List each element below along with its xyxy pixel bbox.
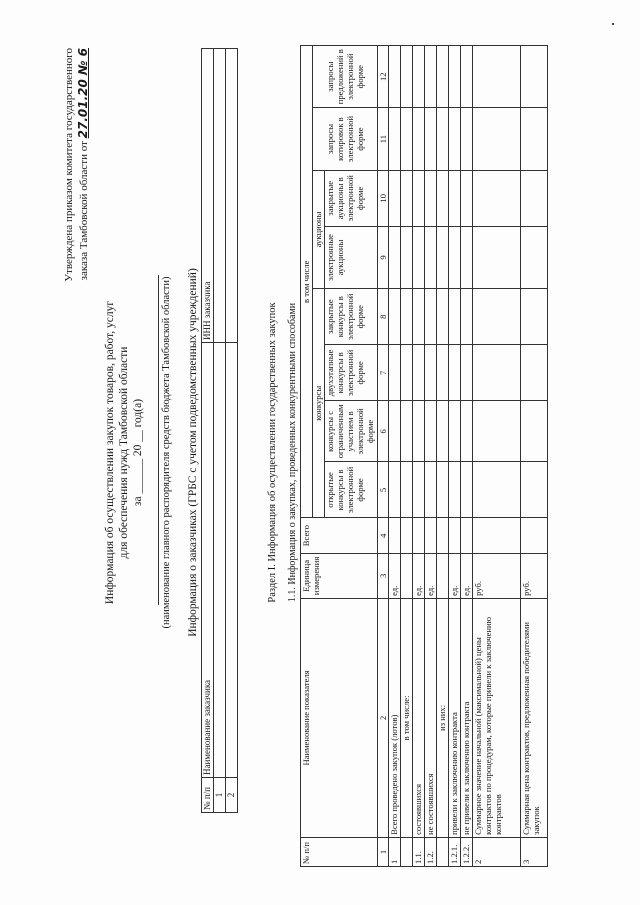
h-total: Всего <box>301 518 378 553</box>
table-row <box>401 46 413 867</box>
value-cell <box>461 108 473 170</box>
h-indicator: Наименование показателя <box>301 598 378 837</box>
value-cell <box>437 401 449 462</box>
approval-line-1: Утверждена приказом комитета государственного <box>63 48 75 282</box>
customers-row-1-inn <box>214 49 226 343</box>
h-col-11: запросы котировок в электронной форме <box>313 108 378 170</box>
value-cell <box>425 401 437 462</box>
colnum-2: 2 <box>378 598 389 837</box>
value-cell <box>449 345 461 401</box>
grbs-caption: (наименование главного распорядителя средств бюджета Тамбовской области) <box>161 276 172 629</box>
order-number: 27.01.20 № 6 <box>76 48 90 139</box>
approval-note <box>62 48 91 282</box>
value-cell <box>473 46 521 108</box>
heading-line-1: Информация об осуществлении закупок товаров, работ, услуг <box>104 300 116 605</box>
customers-col-num: № п/п <box>202 778 214 813</box>
table-row <box>461 46 473 867</box>
h-col-5: открытые конкурсы в электронной форме <box>325 462 378 518</box>
value-cell <box>425 46 437 108</box>
value-cell <box>437 462 449 518</box>
grbs-line <box>158 275 159 605</box>
colnum-1: 1 <box>378 837 389 866</box>
value-cell <box>449 289 461 345</box>
colnum-4: 4 <box>378 518 389 553</box>
value-cell <box>401 462 413 518</box>
row-name: Всего проведено закупок (лотов) <box>389 598 401 837</box>
h-col-9: электронные аукционы <box>325 226 378 288</box>
value-cell <box>521 170 548 226</box>
value-cell <box>425 226 437 288</box>
row-unit: руб. <box>521 553 548 598</box>
subsection-title: 1.1. Информация о закупках, проведенных конкурентными способами <box>287 302 298 603</box>
indicator-rows <box>389 46 548 867</box>
value-cell <box>389 289 401 345</box>
customers-row-2-inn <box>226 49 238 343</box>
colnum-10: 10 <box>378 170 389 226</box>
value-cell <box>425 108 437 170</box>
value-cell <box>425 345 437 401</box>
value-cell <box>521 46 548 108</box>
value-cell <box>413 401 425 462</box>
value-cell <box>437 518 449 553</box>
value-cell <box>521 518 548 553</box>
h-col-10: закрытые аукционы в электронной форме <box>325 170 378 226</box>
value-cell <box>521 108 548 170</box>
value-cell <box>461 345 473 401</box>
customers-row-2-name <box>226 343 238 778</box>
value-cell <box>461 170 473 226</box>
value-cell <box>521 289 548 345</box>
value-cell <box>449 226 461 288</box>
value-cell <box>437 289 449 345</box>
table-row <box>389 46 401 867</box>
value-cell <box>449 462 461 518</box>
value-cell <box>437 170 449 226</box>
heading-line-2: для обеспечения нужд Тамбовской области <box>118 346 130 559</box>
customers-caption: Информация о заказчиках (ГРБС с учетом подведомственных учреждений) <box>187 268 199 637</box>
h-contests: конкурсы <box>313 289 325 518</box>
row-unit: ед. <box>461 553 473 598</box>
row-name: состоявшихся <box>413 598 425 837</box>
colnum-7: 7 <box>378 345 389 401</box>
row-num: 3 <box>521 837 548 866</box>
value-cell <box>473 401 521 462</box>
h-including: в том числе <box>301 46 313 519</box>
value-cell <box>473 289 521 345</box>
value-cell <box>437 108 449 170</box>
row-unit: ед. <box>413 553 425 598</box>
row-unit <box>401 553 413 598</box>
value-cell <box>449 401 461 462</box>
value-cell <box>389 345 401 401</box>
value-cell <box>389 226 401 288</box>
value-cell <box>401 401 413 462</box>
colnum-11: 11 <box>378 108 389 170</box>
row-name: Суммарное значение начальной (максимальной) цены контрактов по процедурам, которые привели к заключению контрактов <box>473 598 521 837</box>
row-name: не привели к заключению контракта <box>461 598 473 837</box>
row-unit: ед. <box>425 553 437 598</box>
value-cell <box>425 462 437 518</box>
approval-line-2: заказа Тамбовской области от 27.01.20 № 6 <box>76 48 90 281</box>
h-col-6: конкурсы с ограниченным участием в электронной форме <box>325 401 378 462</box>
value-cell <box>521 401 548 462</box>
colnum-8: 8 <box>378 289 389 345</box>
h-unit: Единица измерения <box>301 553 378 598</box>
value-cell <box>413 462 425 518</box>
value-cell <box>401 226 413 288</box>
row-unit <box>437 553 449 598</box>
value-cell <box>461 518 473 553</box>
value-cell <box>401 289 413 345</box>
value-cell <box>461 46 473 108</box>
value-cell <box>425 289 437 345</box>
scan-dot <box>612 23 614 25</box>
heading-line-3: за ______ 20 __ год(а) <box>132 398 144 507</box>
customers-table <box>201 48 238 813</box>
column-numbers-row <box>378 46 389 867</box>
value-cell <box>473 108 521 170</box>
value-cell <box>461 289 473 345</box>
value-cell <box>461 462 473 518</box>
value-cell <box>425 170 437 226</box>
colnum-9: 9 <box>378 226 389 288</box>
value-cell <box>521 345 548 401</box>
value-cell <box>413 345 425 401</box>
value-cell <box>401 345 413 401</box>
value-cell <box>437 226 449 288</box>
value-cell <box>389 170 401 226</box>
value-cell <box>413 108 425 170</box>
value-cell <box>437 46 449 108</box>
h-col-12: запросы предложений в электронной форме <box>313 46 378 108</box>
value-cell <box>473 170 521 226</box>
colnum-3: 3 <box>378 553 389 598</box>
table-row <box>521 46 548 867</box>
value-cell <box>461 401 473 462</box>
table-row <box>437 46 449 867</box>
customers-col-inn: ИНН заказчика <box>202 49 214 343</box>
value-cell <box>401 46 413 108</box>
row-num <box>401 837 413 866</box>
section-title: Раздел I. Информация об осуществлении государственных закупок <box>267 302 278 603</box>
value-cell <box>401 108 413 170</box>
value-cell <box>389 108 401 170</box>
colnum-6: 6 <box>378 401 389 462</box>
row-num: 2 <box>473 837 521 866</box>
row-num: 1 <box>389 837 401 866</box>
row-num: 1.2. <box>425 837 437 866</box>
value-cell <box>449 518 461 553</box>
row-num: 1.2.1. <box>449 837 461 866</box>
value-cell <box>413 518 425 553</box>
customers-row-2-num: 2 <box>226 778 238 813</box>
value-cell <box>473 345 521 401</box>
procurement-table <box>300 45 548 867</box>
value-cell <box>473 462 521 518</box>
h-col-8: закрытые конкурсы в электронной форме <box>325 289 378 345</box>
value-cell <box>449 170 461 226</box>
row-unit: ед. <box>449 553 461 598</box>
h-auctions: аукционы <box>313 170 325 288</box>
row-num: 1.2.2. <box>461 837 473 866</box>
value-cell <box>389 401 401 462</box>
table-row <box>413 46 425 867</box>
colnum-5: 5 <box>378 462 389 518</box>
row-unit: ед. <box>389 553 401 598</box>
value-cell <box>389 462 401 518</box>
value-cell <box>461 226 473 288</box>
value-cell <box>413 226 425 288</box>
value-cell <box>413 170 425 226</box>
value-cell <box>413 289 425 345</box>
row-name: в том числе: <box>401 598 413 837</box>
row-name: привели к заключению контракта <box>449 598 461 837</box>
value-cell <box>401 170 413 226</box>
row-name: из них: <box>437 598 449 837</box>
value-cell <box>473 518 521 553</box>
value-cell <box>425 518 437 553</box>
h-col-7: двухэтапные конкурсы в электронной форме <box>325 345 378 401</box>
row-name: не состоявшихся <box>425 598 437 837</box>
value-cell <box>521 226 548 288</box>
value-cell <box>437 345 449 401</box>
value-cell <box>413 46 425 108</box>
customers-col-name: Наименование заказчика <box>202 343 214 778</box>
colnum-12: 12 <box>378 46 389 108</box>
table-row <box>425 46 437 867</box>
customers-row-1-name <box>214 343 226 778</box>
value-cell <box>389 518 401 553</box>
table-row <box>449 46 461 867</box>
customers-row-1-num: 1 <box>214 778 226 813</box>
row-num: 1.1. <box>413 837 425 866</box>
value-cell <box>449 46 461 108</box>
table-row <box>473 46 521 867</box>
value-cell <box>389 46 401 108</box>
row-unit: руб. <box>473 553 521 598</box>
row-name: Суммарная цена контрактов, предложенная победителями закупок <box>521 598 548 837</box>
value-cell <box>449 108 461 170</box>
value-cell <box>473 226 521 288</box>
value-cell <box>521 462 548 518</box>
row-num <box>437 837 449 866</box>
value-cell <box>401 518 413 553</box>
h-num: № п/п <box>301 837 378 866</box>
